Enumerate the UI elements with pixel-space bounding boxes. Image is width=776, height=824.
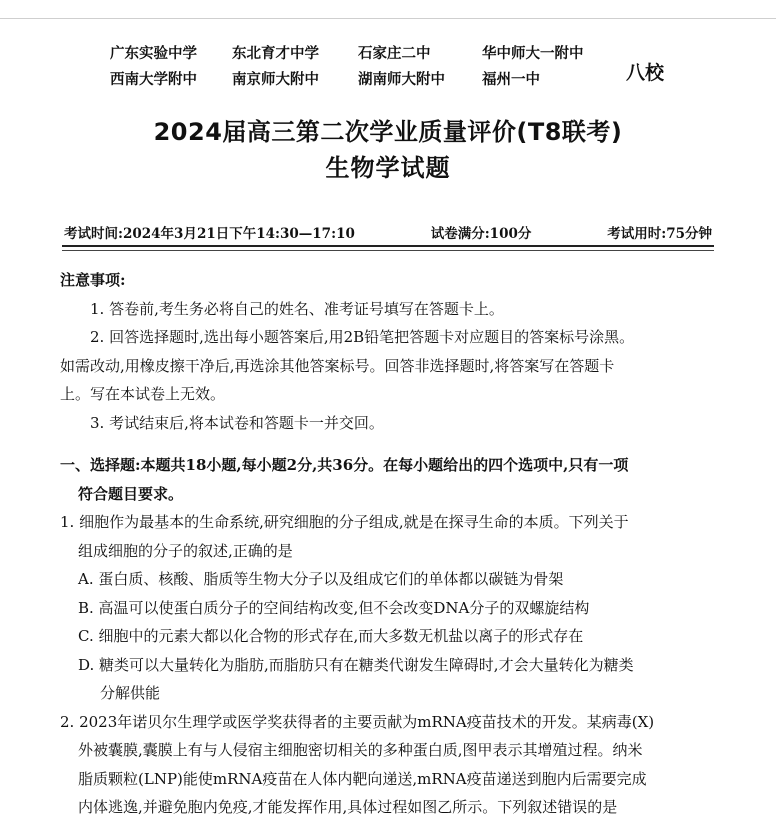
notice-item-1: 1. 答卷前,考生务必将自己的姓名、准考证号填写在答题卡上。 xyxy=(90,299,504,318)
exam-info-bar xyxy=(64,222,712,242)
question-1-option-d: D. 糖类可以大量转化为脂肪,而脂肪只有在糖类代谢发生障碍时,才会大量转化为糖类 xyxy=(78,655,634,674)
notice-item-3: 3. 考试结束后,将本试卷和答题卡一并交回。 xyxy=(90,413,384,432)
notice-heading: 注意事项: xyxy=(60,271,126,289)
question-1-option-c: C. 细胞中的元素大都以化合物的形式存在,而大多数无机盐以离子的形式存在 xyxy=(78,627,584,645)
school-name: 华中师大一附中 xyxy=(482,46,584,62)
school-name: 东北育才中学 xyxy=(232,46,319,62)
school-name: 石家庄二中 xyxy=(358,46,431,62)
question-1-option-d-cont: 分解供能 xyxy=(100,684,161,702)
question-2-stem: 2. 2023年诺贝尔生理学或医学奖获得者的主要贡献为mRNA疫苗技术的开发。某病毒(X) xyxy=(60,712,655,731)
school-row-1 xyxy=(110,42,630,68)
alliance-label: 八校 xyxy=(626,62,665,84)
question-1-option-a: A. 蛋白质、核酸、脂质等生物大分子以及组成它们的单体都以碳链为骨架 xyxy=(78,570,564,588)
notice-item-2-cont: 如需改动,用橡皮擦干净后,再选涂其他答案标号。回答非选择题时,将答案写在答题卡 xyxy=(60,356,615,375)
exam-time: 考试时间:2024年3月21日下午14:30—17:10 xyxy=(64,226,355,242)
exam-title: 2024届高三第二次学业质量评价(T8联考) xyxy=(153,118,623,146)
question-1-option-b: B. 高温可以使蛋白质分子的空间结构改变,但不会改变DNA分子的双螺旋结构 xyxy=(78,598,590,617)
question-1-stem-cont: 组成细胞的分子的叙述,正确的是 xyxy=(78,541,293,560)
question-2-stem-cont: 外被囊膜,囊膜上有与人侵宿主细胞密切相关的多种蛋白质,图甲表示其增殖过程。纳米 xyxy=(78,741,643,759)
notice-item-2-cont: 上。写在本试卷上无效。 xyxy=(60,385,226,403)
school-name: 福州一中 xyxy=(482,72,540,88)
section-heading: 一、选择题:本题共18小题,每小题2分,共36分。在每小题给出的四个选项中,只有一项 xyxy=(60,456,629,474)
notice-item-2: 2. 回答选择题时,选出每小题答案后,用2B铅笔把答题卡对应题目的答案标号涂黑。 xyxy=(90,328,635,346)
subject-title: 生物学试题 xyxy=(325,154,451,182)
school-list xyxy=(110,42,630,94)
question-2-stem-cont: 内体逃逸,并避免胞内免疫,才能发挥作用,具体过程如图乙所示。下列叙述错误的是 xyxy=(78,798,618,816)
exam-duration: 考试用时:75分钟 xyxy=(607,226,712,242)
school-name: 南京师大附中 xyxy=(232,72,319,88)
section-heading-cont: 符合题目要求。 xyxy=(78,484,184,503)
question-2-stem-cont: 脂质颗粒(LNP)能使mRNA疫苗在人体内靶向递送,mRNA疫苗递送到胞内后需要完成 xyxy=(78,769,647,788)
school-row-2 xyxy=(110,68,630,94)
school-name: 广东实验中学 xyxy=(110,46,197,62)
full-score: 试卷满分:100分 xyxy=(430,226,532,242)
divider-thin xyxy=(62,250,714,251)
question-1-stem: 1. 细胞作为最基本的生命系统,研究细胞的分子组成,就是在探寻生命的本质。下列关于 xyxy=(60,513,629,531)
page-top-edge xyxy=(0,18,776,19)
school-name: 西南大学附中 xyxy=(110,72,197,88)
paper-body xyxy=(60,266,720,822)
divider-thick xyxy=(62,245,714,247)
school-name: 湖南师大附中 xyxy=(358,72,445,88)
